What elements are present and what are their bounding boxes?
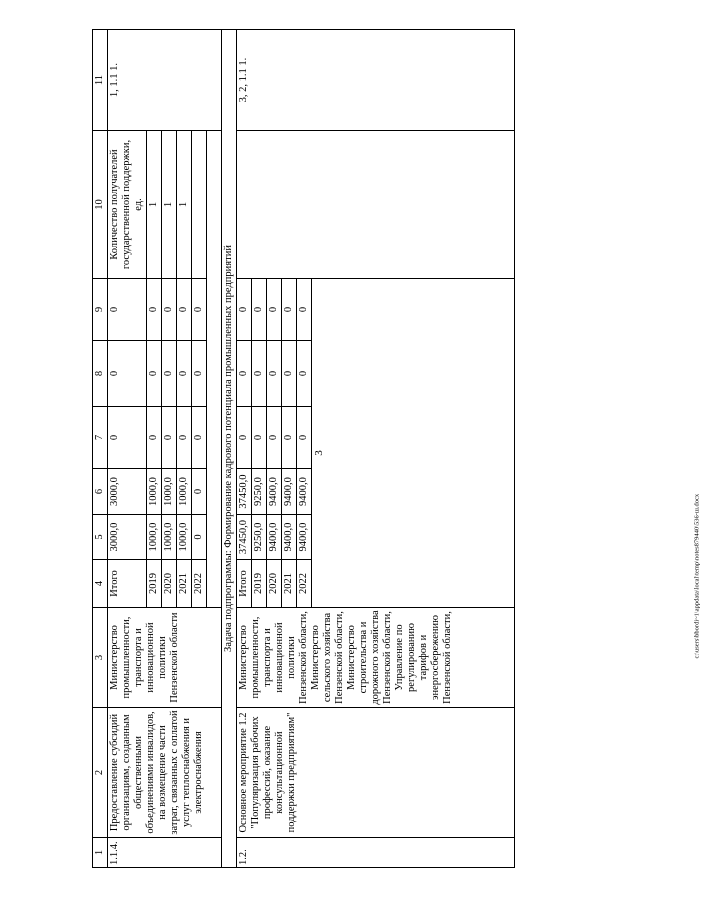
value-cell: 0 xyxy=(147,279,162,341)
year-cell: 2022 xyxy=(297,560,312,608)
value-cell: 0 xyxy=(192,407,207,469)
value-cell: 0 xyxy=(162,407,177,469)
col-header: 4 xyxy=(93,560,108,608)
rotated-table-container xyxy=(92,30,586,868)
col-header: 7 xyxy=(93,407,108,469)
col-header: 9 xyxy=(93,279,108,341)
value-cell: 0 xyxy=(108,279,147,341)
value-cell: 0 xyxy=(237,279,252,341)
value-cell: 9400,0 xyxy=(297,515,312,560)
value-cell: 9400,0 xyxy=(282,515,297,560)
value-cell: 0 xyxy=(147,407,162,469)
item-executor: Министерство промышленности, транспорта и инновационной политики Пензенской области, Министерство сельского хозяйства Пензенской области, Министерство строительства и дорожного хозяйства Пензенской области, Управление по регулированию тарифов и энергосбережению Пензенской области, xyxy=(237,608,515,708)
value-cell: 0 xyxy=(282,407,297,469)
program-table xyxy=(92,29,515,868)
col-header: 5 xyxy=(93,515,108,560)
indicator-empty xyxy=(237,131,515,279)
value-cell: 0 xyxy=(297,279,312,341)
footer-path: c:\users\bbordi~1\appdata\local\temp\notes879440\536-ш.docx xyxy=(693,493,701,659)
indicator-value: 1 xyxy=(177,131,192,279)
item-name: Предоставление субсидий организациям, созданным общественными объединениями инвалидов, на возмещение части затрат, связанных с оплатой услуг теплоснабжения и электроснабжения xyxy=(108,708,222,838)
value-cell: 0 xyxy=(297,341,312,407)
year-cell: 2020 xyxy=(162,560,177,608)
col-header: 6 xyxy=(93,469,108,515)
indicator-value: 1 xyxy=(162,131,177,279)
value-cell: 0 xyxy=(192,341,207,407)
value-cell: 37450,0 xyxy=(237,469,252,515)
value-cell: 0 xyxy=(162,341,177,407)
empty-cell xyxy=(207,131,222,608)
task-title: Задача подпрограммы: Формирование кадрового потенциала промышленных предприятий xyxy=(222,30,237,868)
value-cell: 0 xyxy=(108,341,147,407)
link-cell: 1, 1.1 1. xyxy=(108,30,222,131)
value-cell: 0 xyxy=(162,279,177,341)
value-cell: 0 xyxy=(177,341,192,407)
value-cell: 37450,0 xyxy=(237,515,252,560)
year-cell: 2019 xyxy=(252,560,267,608)
year-cell: 2021 xyxy=(282,560,297,608)
value-cell: 0 xyxy=(177,407,192,469)
item-name: Основное мероприятие 1.2 "Популяризация рабочих профессий, оказание консультационной поддержки предприятиям" xyxy=(237,708,515,838)
col-header: 1 xyxy=(93,838,108,868)
value-cell: 9250,0 xyxy=(252,469,267,515)
value-cell: 0 xyxy=(252,341,267,407)
value-cell: 0 xyxy=(177,279,192,341)
col-header: 10 xyxy=(93,131,108,279)
value-cell: 0 xyxy=(282,341,297,407)
value-cell: 0 xyxy=(108,407,147,469)
empty-cell xyxy=(312,279,515,608)
value-cell: 0 xyxy=(192,515,207,560)
value-cell: 0 xyxy=(237,341,252,407)
item-number: 1.2. xyxy=(237,838,515,868)
value-cell: 9400,0 xyxy=(267,515,282,560)
value-cell: 0 xyxy=(192,279,207,341)
indicator-name: Количество получателей государственной поддержки, ед. xyxy=(108,131,147,279)
col-header: 3 xyxy=(93,608,108,708)
value-cell: 1000,0 xyxy=(147,515,162,560)
value-cell: 1000,0 xyxy=(177,515,192,560)
value-cell: 1000,0 xyxy=(162,515,177,560)
table-row xyxy=(108,30,147,868)
value-cell: 0 xyxy=(192,469,207,515)
value-cell: 0 xyxy=(297,407,312,469)
item-executor: Министерство промышленности, транспорта и инновационной политики Пензенской области xyxy=(108,608,222,708)
value-cell: 1000,0 xyxy=(177,469,192,515)
value-cell: 0 xyxy=(282,279,297,341)
col-header: 2 xyxy=(93,708,108,838)
value-cell: 9400,0 xyxy=(282,469,297,515)
col-header: 8 xyxy=(93,341,108,407)
header-row xyxy=(93,30,108,868)
value-cell: 3000,0 xyxy=(108,469,147,515)
value-cell: 0 xyxy=(252,407,267,469)
table-row xyxy=(237,30,252,868)
year-cell: 2021 xyxy=(177,560,192,608)
value-cell: 0 xyxy=(147,341,162,407)
value-cell: 0 xyxy=(267,341,282,407)
value-cell: 1000,0 xyxy=(147,469,162,515)
value-cell: 0 xyxy=(267,279,282,341)
indicator-value: 1 xyxy=(147,131,162,279)
page-number: 3 xyxy=(312,450,325,456)
year-cell: 2019 xyxy=(147,560,162,608)
link-cell: 3, 2, 1.1 1. xyxy=(237,30,515,131)
value-cell: 9400,0 xyxy=(267,469,282,515)
year-cell: Итого xyxy=(237,560,252,608)
value-cell: 0 xyxy=(267,407,282,469)
year-cell: Итого xyxy=(108,560,147,608)
value-cell: 9250,0 xyxy=(252,515,267,560)
task-row xyxy=(222,30,237,868)
year-cell: 2022 xyxy=(192,560,207,608)
value-cell: 0 xyxy=(237,407,252,469)
col-header: 11 xyxy=(93,30,108,131)
year-cell: 2020 xyxy=(267,560,282,608)
item-number: 1.1.4. xyxy=(108,838,222,868)
value-cell: 9400,0 xyxy=(297,469,312,515)
indicator-value xyxy=(192,131,207,279)
value-cell: 3000,0 xyxy=(108,515,147,560)
value-cell: 0 xyxy=(252,279,267,341)
value-cell: 1000,0 xyxy=(162,469,177,515)
